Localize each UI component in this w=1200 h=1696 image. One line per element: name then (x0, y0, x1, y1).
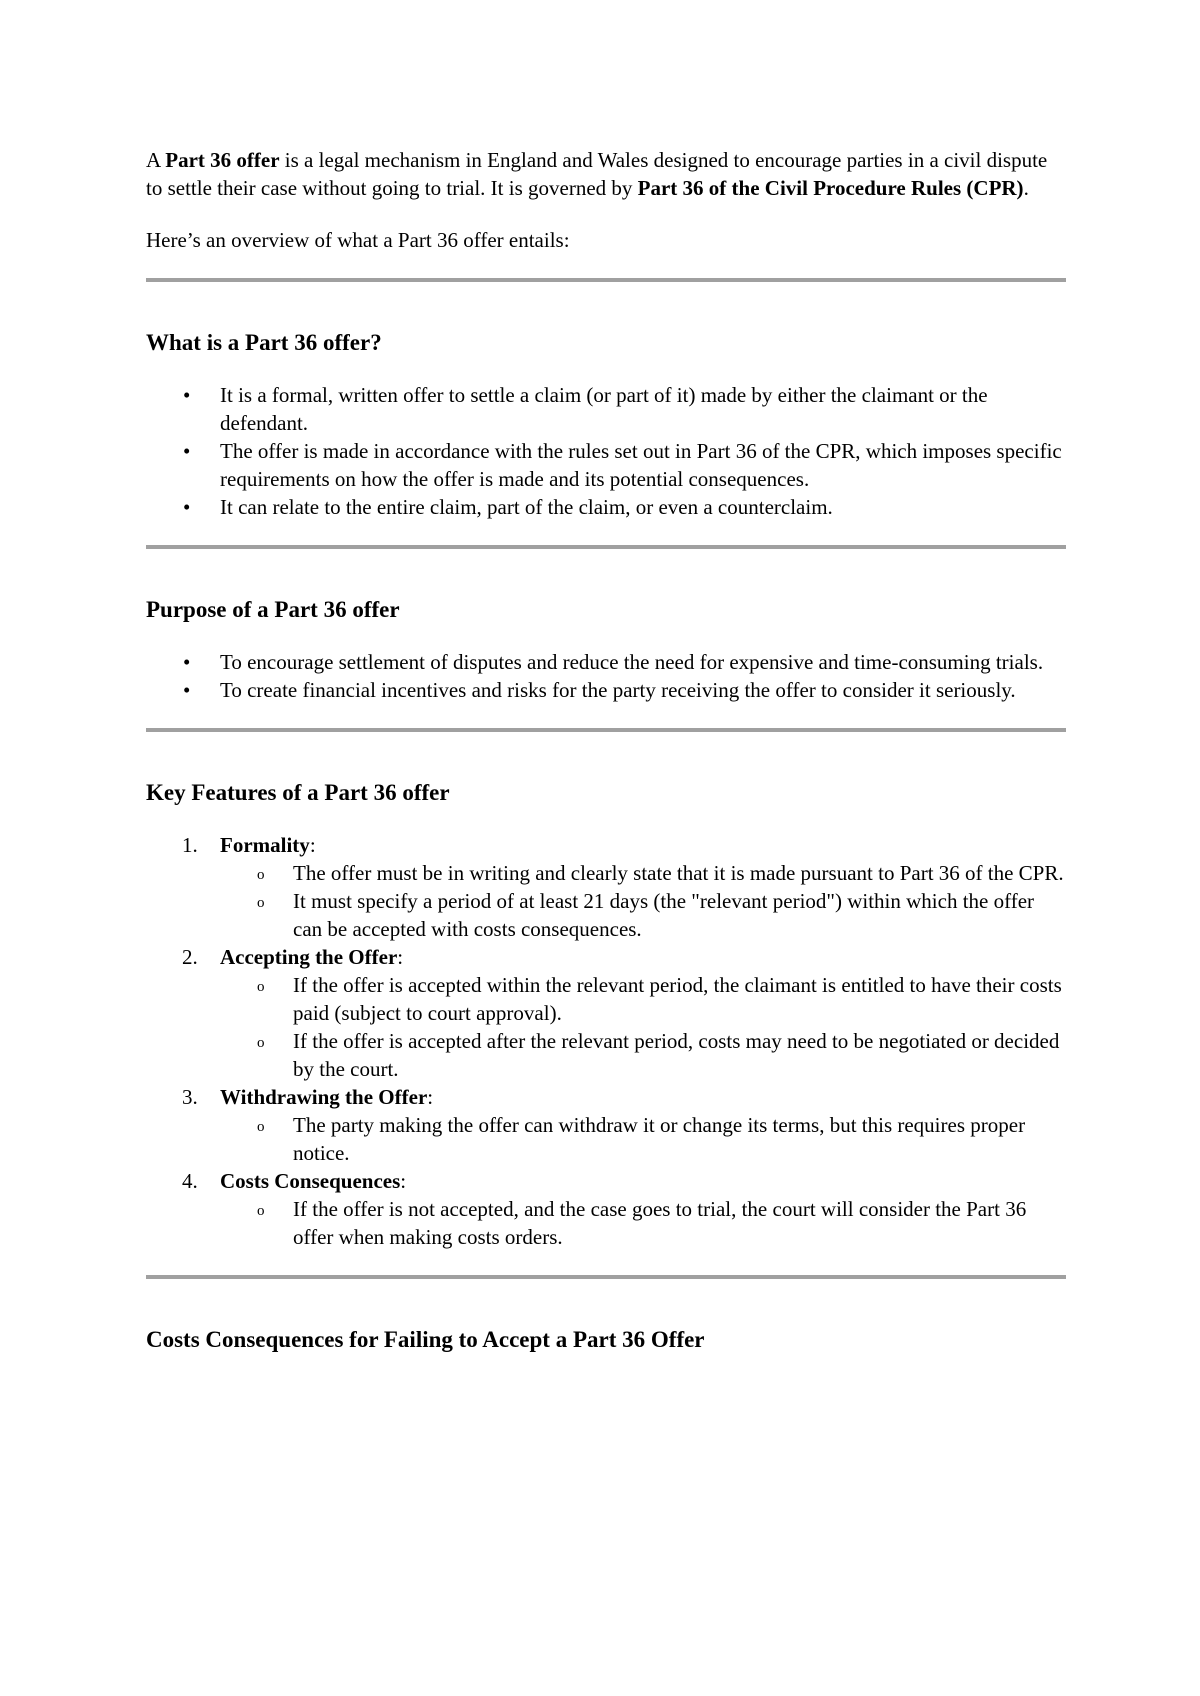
section-heading: Purpose of a Part 36 offer (146, 597, 400, 622)
bullet-icon: • (183, 650, 191, 674)
sub-list (220, 859, 1066, 943)
list-item (146, 676, 1066, 704)
list-item-text: To create financial incentives and risks for the party receiving the offer to consider it seriously. (220, 678, 1016, 702)
divider (146, 545, 1066, 549)
feature-colon: : (400, 1169, 407, 1193)
list-number: 1. (182, 833, 198, 857)
feature-title: Costs Consequences (220, 1169, 401, 1193)
circle-bullet-icon: o (257, 1119, 265, 1135)
feature-colon: : (397, 945, 404, 969)
bullet-icon: • (183, 383, 191, 407)
section-heading: Key Features of a Part 36 offer (146, 780, 450, 805)
section-heading: What is a Part 36 offer? (146, 330, 382, 355)
list-item (146, 1167, 1066, 1251)
divider (146, 278, 1066, 282)
list-item (146, 437, 1066, 493)
sub-list (220, 971, 1066, 1083)
circle-bullet-icon: o (257, 979, 265, 995)
list-item-text: It is a formal, written offer to settle a claim (or part of it) made by either the claimant or the defendant. (220, 383, 988, 435)
circle-bullet-icon: o (257, 867, 265, 883)
circle-bullet-icon: o (257, 1203, 265, 1219)
list-item (146, 381, 1066, 437)
list-item (146, 648, 1066, 676)
list-item-text: It can relate to the entire claim, part of the claim, or even a counterclaim. (220, 495, 833, 519)
intro-term: Part 36 offer (165, 148, 280, 172)
sub-list-item-text: If the offer is not accepted, and the case goes to trial, the court will consider the Part 36 offer when making costs orders. (293, 1197, 1027, 1249)
numbered-list (146, 831, 1066, 1251)
sub-list (220, 1195, 1066, 1251)
list-item-text: To encourage settlement of disputes and reduce the need for expensive and time-consuming trials. (220, 650, 1044, 674)
sub-list-item-text: If the offer is accepted within the relevant period, the claimant is entitled to have their costs paid (subject to court approval). (293, 973, 1062, 1025)
feature-colon: : (309, 833, 316, 857)
sub-list-item-text: The party making the offer can withdraw it or change its terms, but this requires proper notice. (293, 1113, 1026, 1165)
bullet-icon: • (183, 678, 191, 702)
bullet-list (146, 648, 1066, 704)
divider (146, 1275, 1066, 1279)
sub-list-item (220, 887, 1066, 943)
feature-title: Accepting the Offer (220, 945, 398, 969)
bullet-list (146, 381, 1066, 521)
sub-list-item-text: The offer must be in writing and clearly state that it is made pursuant to Part 36 of the CPR. (293, 861, 1064, 885)
intro-paragraph (146, 146, 1066, 202)
feature-colon: : (427, 1085, 434, 1109)
list-item (146, 1083, 1066, 1167)
intro-rules-name: Part 36 of the Civil Procedure Rules (CPR) (637, 176, 1024, 200)
feature-title: Withdrawing the Offer (220, 1085, 428, 1109)
sub-list-item (220, 859, 1066, 887)
list-item (146, 943, 1066, 1083)
circle-bullet-icon: o (257, 895, 265, 911)
sub-list-item-text: If the offer is accepted after the relevant period, costs may need to be negotiated or decided by the court. (293, 1029, 1060, 1081)
bullet-icon: • (183, 439, 191, 463)
list-item (146, 831, 1066, 943)
sub-list-item-text: It must specify a period of at least 21 days (the "relevant period") within which the offer can be accepted with costs consequences. (293, 889, 1035, 941)
sub-list-item (220, 1195, 1066, 1251)
sub-list-item (220, 1027, 1066, 1083)
section-heading: Costs Consequences for Failing to Accept a Part 36 Offer (146, 1327, 705, 1352)
divider (146, 728, 1066, 732)
list-number: 3. (182, 1085, 198, 1109)
list-item (146, 493, 1066, 521)
sub-list (220, 1111, 1066, 1167)
list-item-text: The offer is made in accordance with the rules set out in Part 36 of the CPR, which imposes specific requirements on how the offer is made and its potential consequences. (220, 439, 1062, 491)
list-number: 2. (182, 945, 198, 969)
list-number: 4. (182, 1169, 198, 1193)
sub-list-item (220, 1111, 1066, 1167)
intro-text-c: is a legal mechanism in England and Wales designed to encourage parties in a civil dispute to settle their case without going to trial. It is governed by (146, 148, 1048, 200)
circle-bullet-icon: o (257, 1035, 265, 1051)
bullet-icon: • (183, 495, 191, 519)
intro-text-a: A (146, 148, 166, 172)
overview-paragraph: Here’s an overview of what a Part 36 offer entails: (146, 228, 570, 252)
intro-text-e: . (1023, 176, 1029, 200)
sub-list-item (220, 971, 1066, 1027)
feature-title: Formality (220, 833, 310, 857)
document-page (146, 146, 1066, 1355)
